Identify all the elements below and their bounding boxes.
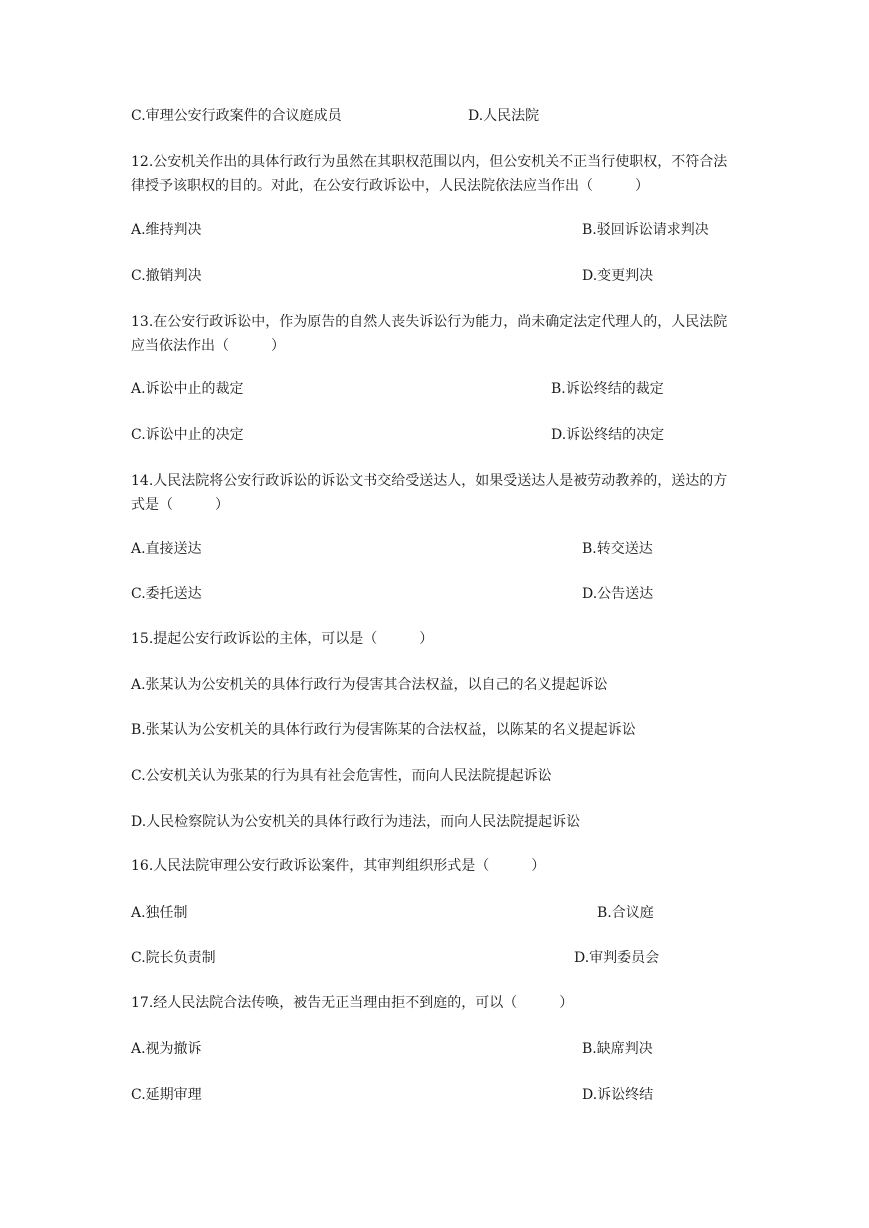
option-c: C.撤销判决: [131, 268, 202, 284]
question-stem: 13.在公安行政诉讼中，作为原告的自然人丧失诉讼行为能力，尚未确定法定代理人的，人民法院应当依法作出（ ）: [131, 314, 728, 354]
option-a: A.独任制: [131, 905, 188, 921]
option-c: C.审理公安行政案件的合议庭成员: [131, 108, 342, 124]
option-a: A.张某认为公安机关的具体行政行为侵害其合法权益，以自己的名义提起诉讼: [131, 677, 608, 693]
option-c: C.院长负责制: [131, 950, 216, 966]
option-b: B.缺席判决: [582, 1041, 653, 1057]
option-a: A.维持判决: [131, 222, 202, 238]
option-d: D.公告送达: [582, 586, 654, 602]
option-c: C.委托送达: [131, 586, 202, 602]
question-stem: 14.人民法院将公安行政诉讼的诉讼文书交给受送达人，如果受送达人是被劳动教养的，送达的方式是（ ）: [131, 473, 728, 513]
option-b: B.张某认为公安机关的具体行政行为侵害陈某的合法权益，以陈某的名义提起诉讼: [131, 722, 636, 738]
option-a: A.直接送达: [131, 541, 202, 557]
option-d: D.诉讼终结: [582, 1087, 654, 1103]
question-stem: 15.提起公安行政诉讼的主体，可以是（ ）: [131, 631, 434, 647]
option-a: A.诉讼中止的裁定: [131, 381, 244, 397]
option-b: B.驳回诉讼请求判决: [582, 222, 709, 238]
option-d: D.诉讼终结的决定: [551, 427, 665, 443]
question-stem: 16.人民法院审理公安行政诉讼案件，其审判组织形式是（ ）: [131, 858, 546, 874]
option-c: C.诉讼中止的决定: [131, 427, 244, 443]
option-a: A.视为撤诉: [131, 1041, 202, 1057]
option-d: D.人民检察院认为公安机关的具体行政行为违法，而向人民法院提起诉讼: [131, 814, 581, 830]
option-b: B.合议庭: [597, 905, 654, 921]
question-stem: 12.公安机关作出的具体行政行为虽然在其职权范围以内，但公安机关不正当行使职权，不符合法律授予该职权的目的。对此，在公安行政诉讼中，人民法院依法应当作出（ ）: [131, 154, 728, 194]
question-stem: 17.经人民法院合法传唤，被告无正当理由拒不到庭的，可以（ ）: [131, 995, 574, 1011]
option-b: B.转交送达: [582, 541, 653, 557]
option-d: D.人民法院: [468, 108, 540, 124]
option-d: D.审判委员会: [574, 950, 660, 966]
option-c: C.延期审理: [131, 1087, 202, 1103]
option-d: D.变更判决: [582, 268, 654, 284]
option-c: C.公安机关认为张某的行为具有社会危害性，而向人民法院提起诉讼: [131, 768, 552, 784]
option-b: B.诉讼终结的裁定: [551, 381, 664, 397]
